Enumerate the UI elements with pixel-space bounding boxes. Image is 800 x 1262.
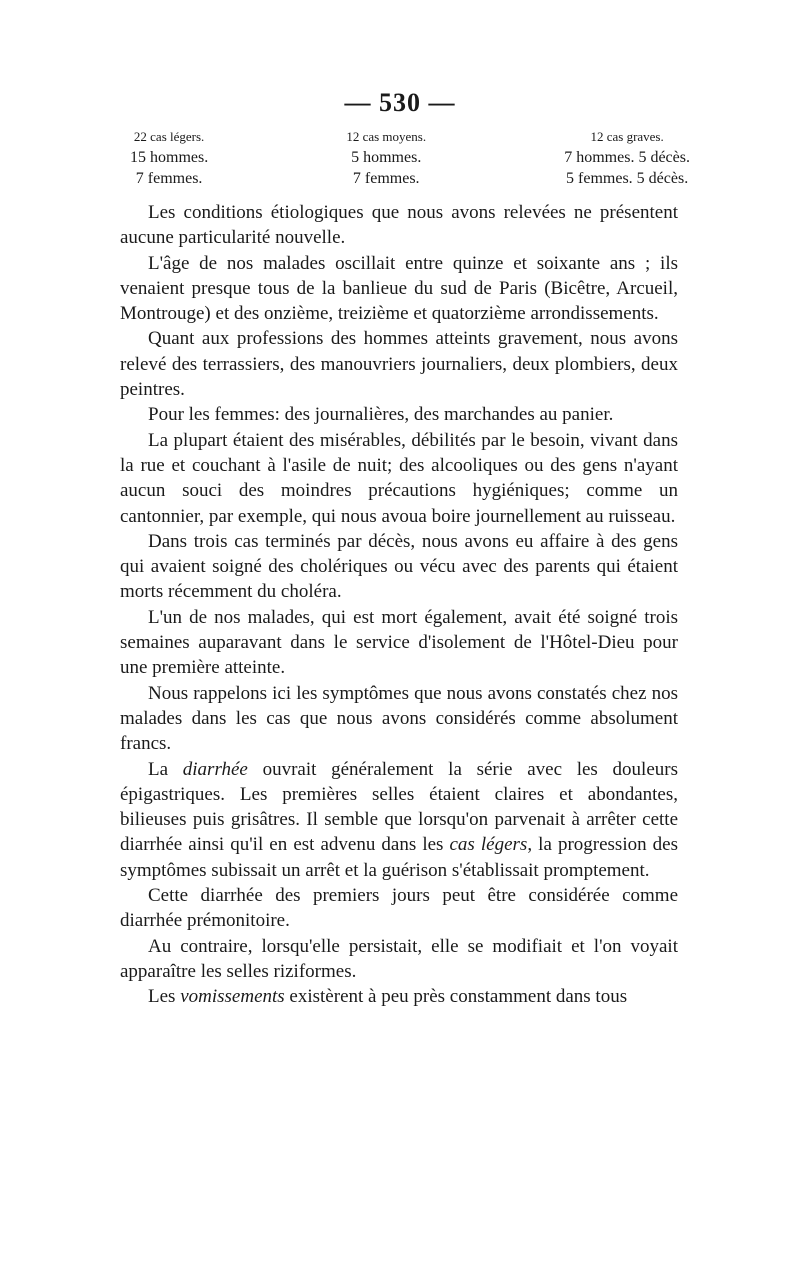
stats-men: 15 hommes. (130, 149, 209, 166)
paragraph: L'âge de nos malades oscillait entre quinze et soixante ans ; ils venaient presque tous de la banlieue du sud de Paris (Bicêtre, Arcueil, Montrouge) et des onzième, treizième et quatorzième arrondissements. (120, 252, 678, 325)
paragraph-diarrhee (120, 757, 678, 883)
page-number: — 530 — (344, 88, 456, 117)
stats-heading: 12 cas graves. (590, 129, 664, 144)
body-text (120, 200, 678, 1010)
paragraph: Cette diarrhée des premiers jours peut être considérée comme diarrhée prémonitoire. (120, 885, 678, 932)
stats-column-severe (564, 126, 690, 189)
stats-heading: 12 cas moyens. (346, 129, 427, 144)
stats-men: 5 hommes. (351, 149, 422, 166)
paragraph: Nous rappelons ici les symptômes que nous avons constatés chez nos malades dans les cas que nous avons considérés comme absolument francs. (120, 682, 678, 755)
paragraph: Dans trois cas terminés par décès, nous avons eu affaire à des gens qui avaient soigné des cholériques ou vécu avec des parents qui étaient morts récemment du choléra. (120, 530, 678, 603)
italic-term: diarrhée (182, 758, 248, 780)
text-run: La (148, 758, 183, 780)
stats-women: 5 femmes. 5 décès. (566, 170, 689, 187)
italic-term: vomissements (180, 986, 285, 1008)
paragraph: L'un de nos malades, qui est mort également, avait été soigné trois semaines auparavant dans le service d'isolement de l'Hôtel-Dieu pour une première atteinte. (120, 606, 678, 679)
paragraph-vomissements (120, 984, 678, 1009)
text-run: ouvrait généralement la série avec les douleurs épigastriques. Les premières selles étaient claires et abondantes, bilieuses puis grisâtres. Il semble que lorsqu'on parvenait à arrêter cette diarrhée ainsi qu'il en est advenu dans les (120, 758, 678, 856)
text-run: , la progression des symptômes subissait un arrêt et la guérison s'établissait promptement. (120, 834, 678, 881)
case-statistics (130, 126, 690, 189)
paragraph: La plupart étaient des misérables, débilités par le besoin, vivant dans la rue et couchant à l'asile de nuit; des alcooliques ou des gens n'ayant aucun souci des moindres précautions hygiéniques; comme un cantonnier, par exemple, qui nous avoua boire journellement au ruisseau. (120, 429, 678, 527)
text-run: existèrent à peu près constamment dans tous (284, 986, 628, 1008)
stats-men: 7 hommes. 5 décès. (564, 149, 690, 166)
paragraph: Au contraire, lorsqu'elle persistait, elle se modifiait et l'on voyait apparaître les selles riziformes. (120, 935, 678, 982)
stats-heading: 22 cas légers. (133, 129, 205, 144)
stats-column-light (130, 126, 208, 189)
paragraph: Les conditions étiologiques que nous avons relevées ne présentent aucune particularité nouvelle. (120, 202, 678, 249)
text-run: Les (148, 986, 181, 1008)
paragraph: Quant aux professions des hommes atteints gravement, nous avons relevé des terrassiers, des manouvriers journaliers, deux plombiers, deux peintres. (120, 328, 678, 401)
stats-women: 7 femmes. (352, 170, 420, 187)
stats-column-moderate (346, 126, 426, 189)
paragraph: Pour les femmes: des journalières, des marchandes au panier. (148, 404, 614, 426)
stats-women: 7 femmes. (135, 170, 203, 187)
italic-term: cas légers (449, 834, 528, 856)
